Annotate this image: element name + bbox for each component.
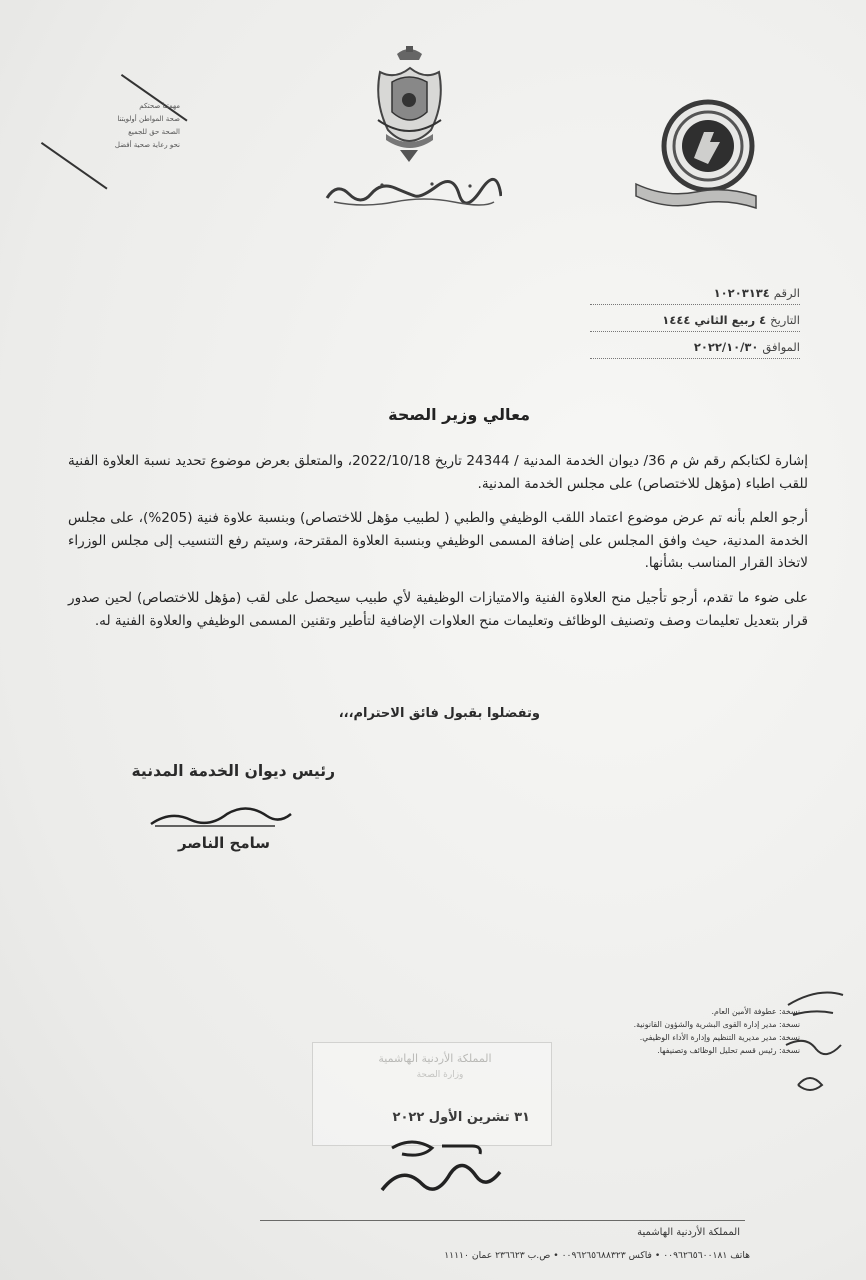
- gregorian-date: ٢٠٢٢/١٠/٣٠: [693, 340, 759, 354]
- slogan-line: الصحة حق للجميع: [128, 128, 180, 136]
- letter-body: [68, 450, 808, 644]
- footer-divider: [260, 1220, 745, 1221]
- footer-contact: هاتف ٠٠٩٦٢٦٥٦٠٠١٨١ • فاكس ٠٠٩٦٢٦٥٦٨٨٣٢٣ • ص.ب ٢٣٦٦٢٣ عمان ١١١١٠: [444, 1250, 750, 1261]
- civil-service-seal-icon: [632, 98, 760, 216]
- handwritten-registration-number: [372, 1128, 532, 1208]
- slogan-lines: [70, 100, 180, 152]
- reference-block: [590, 280, 800, 361]
- salutation: معالي وزير الصحة: [388, 405, 530, 424]
- paragraph: إشارة لكتابكم رقم ش م 36/ ديوان الخدمة المدنية / 24344 تاريخ 2022/10/18، والمتعلق بعرض موضوع تحديد نسبة العلاوة الفنية للقب اطباء (مؤهل للاختصاص) على مجلس الخدمة المدنية.: [68, 453, 808, 492]
- coat-of-arms-icon: [372, 42, 447, 167]
- paragraph: أرجو العلم بأنه تم عرض موضوع اعتماد اللقب الوظيفي والطبي ( لطبيب مؤهل للاختصاص) وبنسبة علاوة فنية (205%)، على مجلس الخدمة المدنية، حيث وافق المجلس على إضافة المسمى الوظيفي وبنسبة العلاوة المقترحة، وسيتم رفع التنسيب إلى مجلس الوزراء لاتخاذ القرار المناسب بشأنها.: [68, 510, 808, 572]
- signatory-name: سامح الناصر: [177, 834, 270, 852]
- copy-recipient: نسخة: رئيس قسم تحليل الوظائف وتصنيفها.: [657, 1046, 800, 1055]
- gregorian-date-row: [590, 334, 800, 359]
- copy-recipient: نسخة: مدير إدارة القوى البشرية والشؤون القانونية.: [633, 1020, 800, 1029]
- copy-recipient: نسخة: مدير مديرية التنظيم وإدارة الأداء الوظيفي.: [639, 1033, 800, 1042]
- reference-number: ١٠٢٠٣١٣٤: [713, 286, 770, 300]
- copies-list: [560, 1005, 800, 1057]
- stamp-subtitle: وزارة الصحة: [416, 1070, 464, 1080]
- closing-line: وتفضلوا بقبول فائق الاحترام،،،: [338, 706, 540, 721]
- hijri-date: ٤ ربيع الثاني ١٤٤٤: [662, 313, 767, 327]
- ministry-calligraphy-logo: [322, 176, 502, 208]
- paragraph: على ضوء ما تقدم، أرجو تأجيل منح العلاوة الفنية والامتيازات الوظيفية لأي طبيب سيحصل على لقب (مؤهل للاختصاص) لحين صدور قرار بتعديل تعليمات وصف وتصنيف الوظائف وتعليمات منح العلاوات الإضافية لتأطير وتقنين المسمى الوظيفي والعلاوة الفنية له.: [68, 589, 808, 629]
- reference-number-label: الرقم: [773, 286, 800, 300]
- slogan-line: مهمتنا صحتكم: [139, 102, 180, 110]
- handwritten-initials: [778, 985, 853, 1105]
- slogan-line: صحة المواطن أولويتنا: [117, 115, 180, 123]
- hijri-date-label: التاريخ: [770, 313, 800, 327]
- signatory-title: رئيس ديوان الخدمة المدنية: [131, 762, 335, 780]
- copy-recipient: نسخة: عطوفة الأمين العام.: [711, 1007, 800, 1016]
- footer-organization: المملكة الأردنية الهاشمية: [637, 1227, 740, 1238]
- hijri-date-row: [590, 307, 800, 332]
- ministry-name: [340, 0, 341, 1]
- stamp-title: المملكة الأردنية الهاشمية: [378, 1052, 492, 1065]
- slogan-line: نحو رعاية صحية أفضل: [114, 141, 180, 149]
- stamp-date: ٣١ تشرين الأول ٢٠٢٢: [392, 1110, 530, 1125]
- gregorian-date-label: الموافق: [762, 340, 800, 354]
- reference-number-row: [590, 280, 800, 305]
- handwritten-signature: [145, 800, 295, 836]
